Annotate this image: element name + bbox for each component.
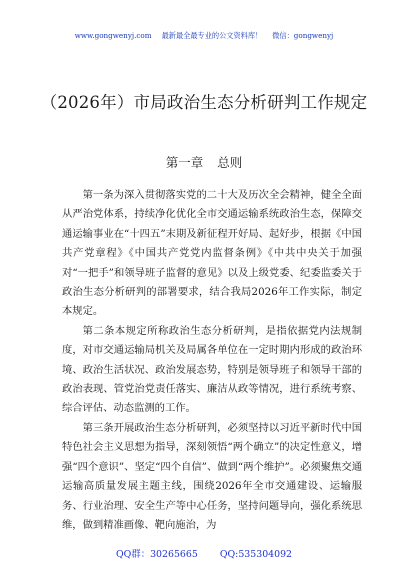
article-2-paragraph: 第二条本规定所称政治生态分析研判，是指依据党内法规制度，对市交通运输局机关及局属各单位在一定时期内形成的政治环境、政治生活状况、政治发展态势，特别是领导班子和领导干部的政治表现、管党治党责任落实、廉洁从政等情况，进行系统考察、综合评估、动态监测的工作。 <box>62 324 362 415</box>
document-title: （2026年）市局政治生态分析研判工作规定 <box>40 93 368 112</box>
article-3-paragraph: 第三条开展政治生态分析研判，必须坚持以习近平新时代中国特色社会主义思想为指导，深刻领悟“两个确立”的决定性意义，增强“四个意识”、坚定“四个自信”、做到“两个维护”。必须聚焦交通运输高质量发展主题主线，围绕2026年全市交通建设、运输服务、行业治理、安全生产等中心任务，坚持问题导向，强化系统思维，做到精准画像、靶向施治，为 <box>62 421 362 531</box>
page-header <box>0 31 408 40</box>
site-url: www.gongwenyj.com <box>74 31 152 40</box>
qq-group: QQ群：30265665 <box>115 549 198 560</box>
article-1-paragraph: 第一条为深入贯彻落实党的二十大及历次全会精神，健全全面从严治党体系，持续净化优化全市交通运输系统政治生态，保障交通运输事业在“十四五”末期及新征程开好局、起好步，根据《中国共产党章程》《中国共产党党内监督条例》《中共中央关于加强对“一把手”和领导班子监督的意见》以及上级党委、纪委监委关于政治生态分析研判的部署要求，结合我局2026年工作实际，制定本规定。 <box>62 189 362 318</box>
document-body <box>62 186 362 535</box>
wechat-contact: 微信：gongwenyj <box>272 31 334 40</box>
page-footer <box>0 549 408 561</box>
site-slogan: 最新最全最专业的公文资料库！ <box>161 31 263 40</box>
qq-contact: QQ:535304092 <box>219 549 293 560</box>
chapter-heading: 第一章 总则 <box>165 155 243 170</box>
